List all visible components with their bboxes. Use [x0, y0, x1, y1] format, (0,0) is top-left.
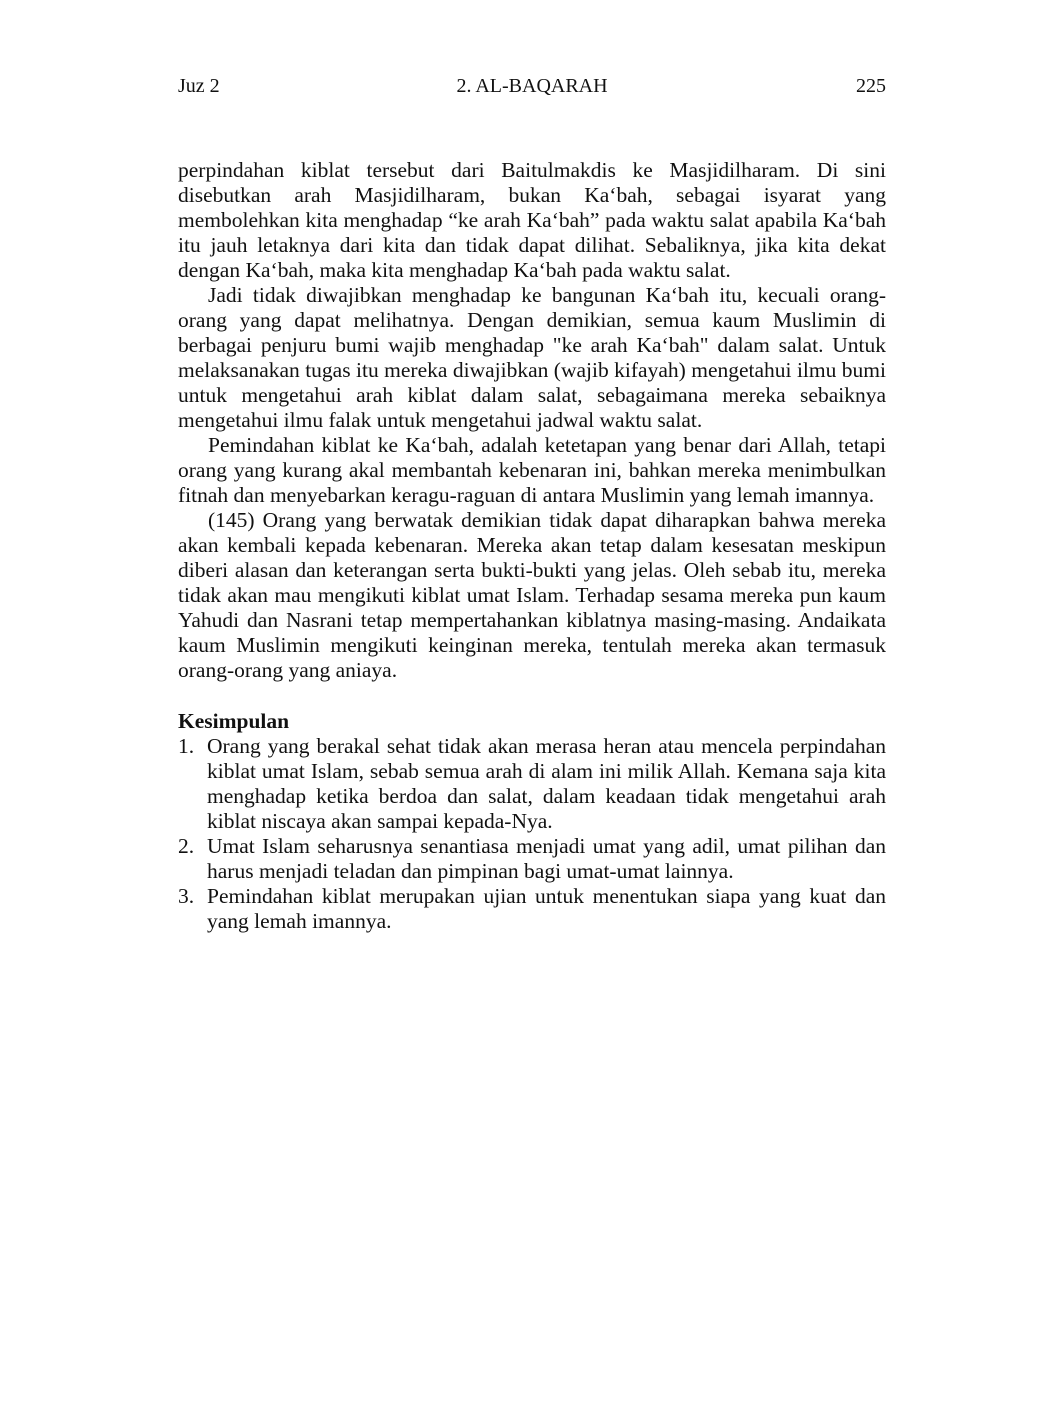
conclusion-item-text: Pemindahan kiblat merupakan ujian untuk menentukan siapa yang kuat dan yang lemah imannya.	[207, 884, 886, 933]
paragraph-4: (145) Orang yang berwatak demikian tidak dapat diharapkan bahwa mereka akan kembali kepada kebenaran. Mereka akan tetap dalam kesesatan meskipun diberi alasan dan keterangan serta bukti-bukti yang jelas. Oleh sebab itu, mereka tidak akan mau mengikuti kiblat umat Islam. Terhadap sesama mereka pun kaum Yahudi dan Nasrani tetap mempertahankan kiblatnya masing-masing. Andaikata kaum Muslimin mengikuti keinginan mereka, tentulah mereka akan termasuk orang-orang yang aniaya.	[178, 508, 886, 682]
body-text	[178, 158, 886, 683]
paragraph-3: Pemindahan kiblat ke Ka‘bah, adalah ketetapan yang benar dari Allah, tetapi orang yang kurang akal membantah kebenaran ini, bahkan mereka menimbulkan fitnah dan menyebarkan keragu-raguan di antara Muslimin yang lemah imannya.	[178, 433, 886, 507]
header-juz: Juz 2	[178, 75, 220, 97]
conclusion-item-number: 2.	[178, 834, 195, 858]
paragraph-1: perpindahan kiblat tersebut dari Baitulmakdis ke Masjidilharam. Di sini disebutkan arah Masjidilharam, bukan Ka‘bah, sebagai isyarat yang membolehkan kita menghadap “ke arah Ka‘bah” pada waktu salat apabila Ka‘bah itu jauh letaknya dari kita dan tidak dapat dilihat. Sebaliknya, jika kita dekat dengan Ka‘bah, maka kita menghadap Ka‘bah pada waktu salat.	[178, 158, 886, 282]
conclusion-item-number: 1.	[178, 734, 195, 758]
conclusion-item-1	[178, 734, 886, 834]
conclusion-item-number: 3.	[178, 884, 195, 908]
conclusion-list	[178, 734, 886, 934]
conclusion-item-2	[178, 834, 886, 884]
header-surah-title: 2. AL-BAQARAH	[456, 75, 608, 97]
paragraph-2: Jadi tidak diwajibkan menghadap ke bangunan Ka‘bah itu, kecuali orang-orang yang dapat melihatnya. Dengan demikian, semua kaum Muslimin di berbagai penjuru bumi wajib menghadap "ke arah Ka‘bah" dalam salat. Untuk melaksanakan tugas itu mereka diwajibkan (wajib kifayah) mengetahui ilmu bumi untuk mengetahui arah kiblat dalam salat, sebagaimana mereka sebaiknya mengetahui ilmu falak untuk mengetahui jadwal waktu salat.	[178, 283, 886, 432]
conclusion-heading: Kesimpulan	[178, 709, 290, 733]
document-page	[178, 72, 886, 934]
conclusion-item-text: Umat Islam seharusnya senantiasa menjadi umat yang adil, umat pilihan dan harus menjadi teladan dan pimpinan bagi umat-umat lainnya.	[207, 834, 886, 883]
running-header	[178, 72, 886, 100]
conclusion-item-3	[178, 884, 886, 934]
header-page-number: 225	[856, 75, 886, 97]
conclusion-item-text: Orang yang berakal sehat tidak akan merasa heran atau mencela perpindahan kiblat umat Islam, sebab semua arah di alam ini milik Allah. Kemana saja kita menghadap ketika berdoa dan salat, dalam keadaan tidak mengetahui arah kiblat niscaya akan sampai kepada-Nya.	[207, 734, 886, 833]
